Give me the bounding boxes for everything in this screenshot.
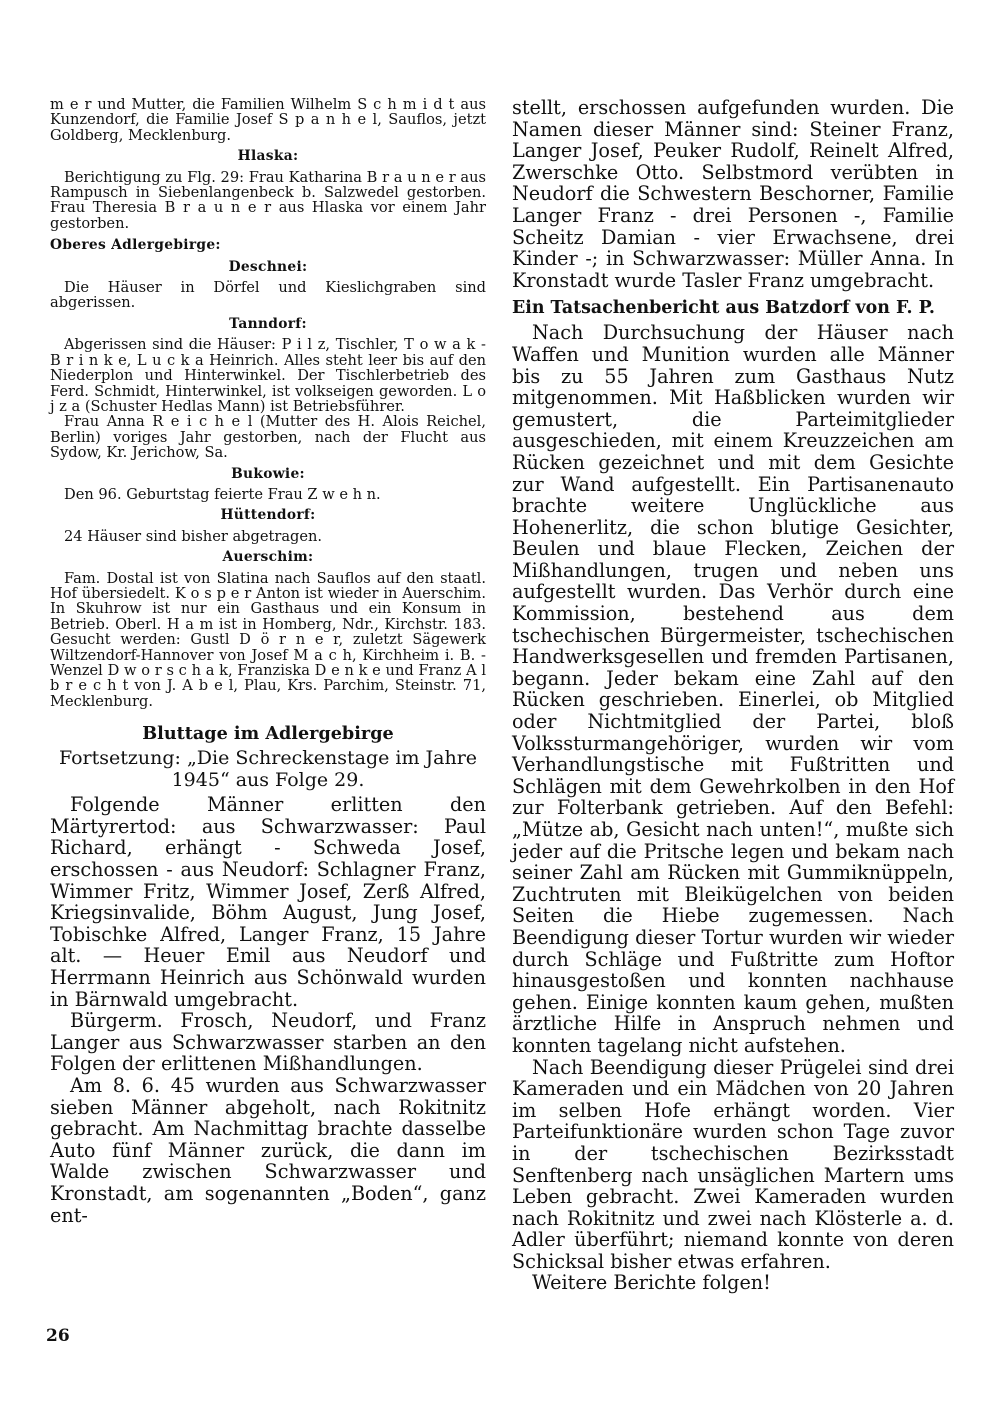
left-column bbox=[50, 97, 486, 1226]
bluttage-article bbox=[50, 723, 486, 1226]
paragraph-auerschim: Fam. Dostal ist von Slatina nach Sauflos auf den staatl. Hof übersiedelt. K o s p e r Anton ist wieder in Auerschim. In Skuhrow ist nur ein Gasthaus und ein Konsum in Betrieb. Oberl. H a m ist in Homberg, Ndr., Kirchstr. 183. Gesucht werden: Gustl D ö r n e r, zuletzt Sägewerk Wiltzendorf-Hannover von Josef M a c h, Kirchheim i. B. - Wenzel D w o r s c h a k, Franziska D e n k e und Franz A l b r e c h t von J. A b e l, Plau, Krs. Parchim, Steinstr. 71, Mecklenburg. bbox=[50, 569, 486, 710]
article-paragraph-1: Folgende Männer erlitten den Märtyrertod: aus Schwarzwasser: Paul Richard, erhängt - Schweda Josef, erschossen - aus Neudorf: Schlagner Franz, Wimmer Fritz, Wimmer Josef, Zerß Alfred, Kriegsinvalide, Böhm August, Jung Josef, Tobischke Alfred, Langer Franz, 15 Jahre alt. — Heuer Emil aus Neudorf und Herrmann Heinrich aus Schönwald wurden in Bärnwald umgebracht. bbox=[50, 793, 486, 1011]
heading-bukowie: Bukowie: bbox=[231, 465, 305, 482]
paragraph-hlaska: Berichtigung zu Flg. 29: Frau Katharina B r a u n e r aus Rampusch in Siebenlangenbeck b. Salzwedel gestorben. Frau Theresia B r a u n e r aus Hlaska vor einem Jahr gestorben. bbox=[50, 168, 486, 232]
heading-tanndorf: Tanndorf: bbox=[229, 315, 307, 332]
paragraph-tanndorf-2: Frau Anna R e i c h e l (Mutter des H. Alois Reichel, Berlin) voriges Jahr gestorben, nach der Flucht aus Sydow, Kr. Jerichow, Sa. bbox=[50, 413, 486, 462]
page-number: 26 bbox=[46, 1326, 70, 1346]
intro-paragraph: m e r und Mutter, die Familien Wilhelm S c h m i d t aus Kunzendorf, die Familie Josef S p a n h e l, Sauflos, jetzt Goldberg, Mecklenburg. bbox=[50, 96, 486, 144]
heading-huettendorf: Hüttendorf: bbox=[220, 507, 316, 524]
report-paragraph-3: Weitere Berichte folgen! bbox=[532, 1271, 771, 1295]
paragraph-deschnei: Die Häuser in Dörfel und Kieslichgraben sind abgerissen. bbox=[50, 279, 486, 312]
paragraph-bukowie: Den 96. Geburtstag feierte Frau Z w e h n. bbox=[64, 485, 381, 503]
report-paragraph-1: Nach Durchsuchung der Häuser nach Waffen und Munition wurden alle Männer bis zu 55 Jahren zum Gasthaus Nutz mitgenommen. Mit Haßblicken wurden wir gemustert, die Parteimitglieder ausgeschieden, mit einem Kreuzzeichen am Rücken gezeichnet und mit dem Gesichte zur Wand aufgestellt. Ein Partisanenauto brachte weitere Unglückliche aus Hohenerlitz, die schon blutige Gesichter, Beulen und blaue Flecken, Zeichen der Mißhandlungen, trugen und neben uns aufgestellt wurden. Das Verhör durch eine Kommission, bestehend aus dem tschechischen Bürgermeister, tschechischen Handwerksgesellen und fremden Partisanen, begann. Jeder bekam eine Zahl auf den Rücken geschrieben. Einerlei, ob Mitglied oder Nichtmitglied der Partei, bloß Volkssturmangehöriger, wurden wir vom Verhandlungstische mit Fußtritten und Schlägen mit dem Gewehrkolben in den Hof zur Folterbank getrieben. Auf den Befehl: „Mütze ab, Gesicht nach unten!“, mußte sich jeder auf die Pritsche legen und bekam nach seiner Zahl am Rücken mit Gummiknüppeln, Zuchtruten mit Bleikügelchen von beiden Seiten die Hiebe zugemessen. Nach Beendigung dieser Tortur wurden wir wieder durch Schläge und Fußtritte zum Hoftor hinausgestoßen und konnten nachhause gehen. Einige konnten kaum gehen, mußten ärztliche Hilfe in Anspruch nehmen und konnten tagelang nicht aufstehen. bbox=[512, 321, 954, 1057]
regional-news-section bbox=[50, 97, 486, 709]
heading-auerschim: Auerschim: bbox=[222, 549, 314, 566]
heading-hlaska: Hlaska: bbox=[237, 148, 299, 165]
report-paragraph-2: Nach Beendigung dieser Prügelei sind drei Kameraden und ein Mädchen von 20 Jahren im selben Hofe erhängt worden. Vier Parteifunktionäre wurden schon Tage zuvor in der tschechischen Bezirksstadt Senftenberg nach unsäglichen Martern ums Leben gebracht. Zwei Kameraden wurden nach Rokitnitz und zwei nach Klösterle a. d. Adler überführt; niemand konnte von deren Schicksal bisher etwas erfahren. bbox=[512, 1055, 954, 1273]
continued-paragraph: stellt, erschossen aufgefunden wurden. Die Namen dieser Männer sind: Steiner Franz, Langer Josef, Peuker Rudolf, Reinelt Alfred, Zwerschke Otto. Selbstmord verübten in Neudorf die Schwestern Beschorner, Familie Langer Franz - drei Personen -, Familie Scheitz Damian - vier Erwachsene, drei Kinder -; in Schwarzwasser: Müller Anna. In Kronstadt wurde Tasler Franz umgebracht. bbox=[512, 96, 954, 292]
right-column bbox=[512, 97, 954, 1294]
paragraph-tanndorf-1: Abgerissen sind die Häuser: P i l z, Tischler, T o w a k - B r i n k e, L u c k a Heinrich. Alles steht leer bis auf den Niederplon und Hinterwinkel. Der Tischlerbetrieb des Ferd. Schmidt, Hinterwinkel, ist volkseigen geworden. L o j z a (Schuster Hedlas Mann) ist Betriebsführer. bbox=[50, 336, 486, 415]
article-paragraph-2: Bürgerm. Frosch, Neudorf, und Franz Langer aus Schwarzwasser starben an den Folgen der erlittenen Mißhandlungen. bbox=[50, 1009, 486, 1076]
heading-deschnei: Deschnei: bbox=[228, 258, 308, 275]
heading-oberes-adlergebirge: Oberes Adlergebirge: bbox=[50, 237, 221, 254]
report-title: Ein Tatsachenbericht aus Batzdorf von F. P. bbox=[512, 298, 935, 319]
article-paragraph-3: Am 8. 6. 45 wurden aus Schwarzwasser sieben Männer abgeholt, nach Rokitnitz gebracht. Am Nachmittag brachte dasselbe Auto fünf Männer zurück, die dann im Walde zwischen Schwarzwasser und Kronstadt, am sogenannten „Boden“, ganz ent- bbox=[50, 1073, 486, 1227]
paragraph-huettendorf: 24 Häuser sind bisher abgetragen. bbox=[64, 527, 323, 545]
article-title: Bluttage im Adlergebirge bbox=[142, 723, 394, 745]
article-subtitle: Fortsetzung: „Die Schreckenstage im Jahre 1945“ aus Folge 29. bbox=[58, 747, 478, 792]
